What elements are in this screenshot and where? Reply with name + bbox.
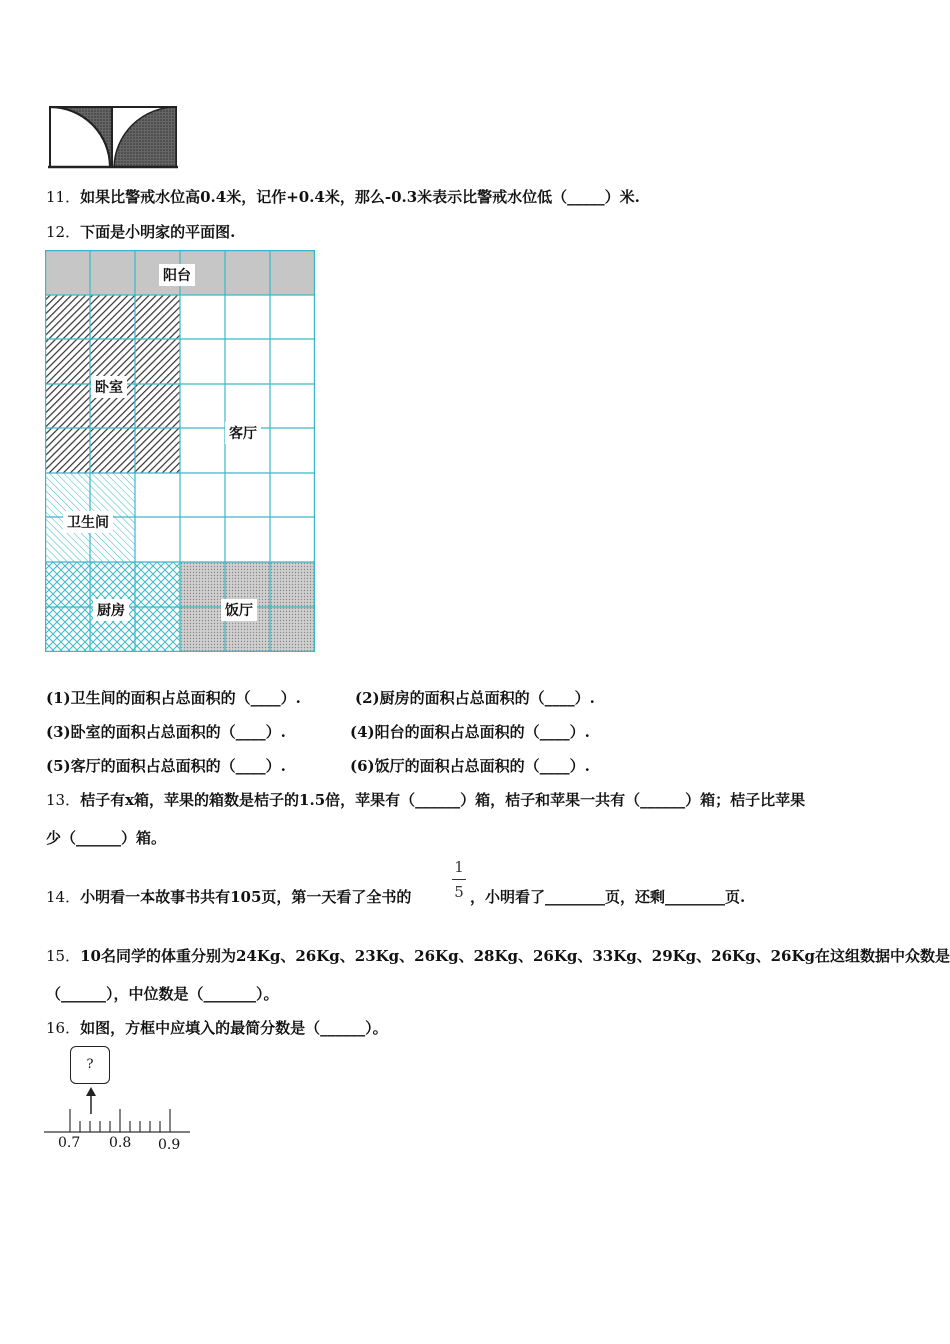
question-number: 15． [46,947,81,965]
question-number: 16． [46,1019,81,1037]
label-kitchen: 厨房 [93,599,129,621]
question-number: 13． [46,791,81,809]
question-13 [46,789,805,810]
q12-part-1: (1)卫生间的面积占总面积的（____）. [46,689,301,707]
question-13-line-2: 少（______）箱。 [46,829,167,847]
arrow-head [86,1087,96,1096]
quarter-circle-figure [46,104,182,170]
question-number: 12． [46,223,81,241]
q12-part-4: (4)阳台的面积占总面积的（____）. [350,723,590,741]
label-dining: 饭厅 [221,599,257,621]
label-bathroom: 卫生间 [63,511,113,533]
label-living-room: 客厅 [225,422,261,444]
question-14-after: ，小明看了________页，还剩________页. [470,888,746,906]
fraction-numerator: 1 [454,858,464,876]
question-text: 下面是小明家的平面图. [80,223,236,241]
question-15 [46,945,950,966]
q12-part-5: (5)客厅的面积占总面积的（____）. [46,757,286,775]
label-balcony: 阳台 [159,264,195,286]
q12-part-3: (3)卧室的面积占总面积的（____）. [46,723,286,741]
question-15-line-2: （______），中位数是（_______）。 [46,985,279,1003]
question-text: 如图，方框中应填入的最简分数是（______）。 [80,1019,388,1037]
question-mark: ? [86,1057,94,1072]
question-16 [46,1017,388,1038]
label-bedroom: 卧室 [91,376,127,398]
floor-plan-grid [45,250,315,652]
question-number: 11． [46,188,81,206]
floor-plan [45,250,315,652]
tick-label-0-7: 0.7 [58,1135,81,1151]
question-number: 14． [46,888,81,906]
ticks [70,1109,170,1132]
question-text: 小明看一本故事书共有105页，第一天看了全书的 [80,888,412,906]
tick-label-0-9: 0.9 [158,1137,181,1153]
question-14 [46,886,411,907]
tick-label-0-8: 0.8 [109,1135,132,1151]
number-line-figure [44,1046,194,1156]
q12-part-2: (2)厨房的面积占总面积的（____）. [355,689,595,707]
question-text: 桔子有x箱，苹果的箱数是桔子的1.5倍，苹果有（______）箱，桔子和苹果一共有（______）箱；桔子比苹果 [80,791,806,809]
question-text: 10名同学的体重分别为24Kg、26Kg、23Kg、26Kg、28Kg、26Kg、33Kg、29Kg、26Kg、26Kg在这组数据中众数是 [80,947,950,965]
question-11 [46,186,640,207]
fraction-one-fifth [452,858,466,901]
question-text: 如果比警戒水位高0.4米，记作+0.4米，那么-0.3米表示比警戒水位低（_____）米. [80,188,640,206]
q12-part-6: (6)饭厅的面积占总面积的（____）. [350,757,590,775]
question-12 [46,221,235,242]
fraction-denominator: 5 [454,883,464,901]
